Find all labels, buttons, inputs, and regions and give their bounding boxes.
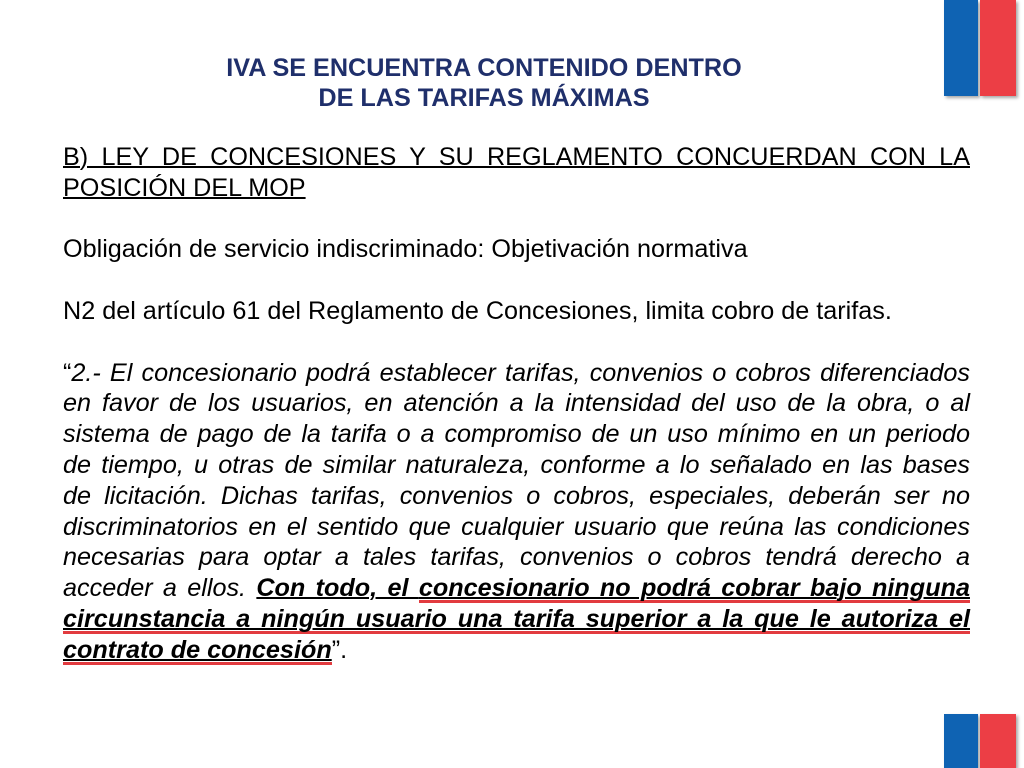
- quote-line: [63, 604, 970, 635]
- subheading: Obligación de servicio indiscriminado: Objetivación normativa: [63, 235, 748, 264]
- flag-red-stripe: [980, 714, 1016, 768]
- quote-text: sistema de pago de la tarifa o a compromiso de un uso mínimo en un periodo: [63, 420, 970, 449]
- quote-line: [63, 481, 970, 512]
- quote-emphasis-highlighted: concesionario no podrá cobrar bajo ninguna: [418, 574, 970, 603]
- article-reference: N2 del artículo 61 del Reglamento de Concesiones, limita cobro de tarifas.: [63, 296, 892, 325]
- quote-line: [63, 388, 970, 419]
- flag-bar-bottom-icon: [944, 714, 1016, 768]
- quote-emphasis-highlighted: circunstancia a ningún usuario una tarifa superior a la que le autoriza el: [63, 604, 970, 633]
- closing-quote-mark: ”.: [331, 635, 348, 664]
- quote-text: acceder a ellos.: [63, 574, 257, 603]
- quote-line: [63, 512, 970, 543]
- flag-blue-stripe: [944, 714, 978, 768]
- quote-text: de tiempo, u otras de similar naturaleza, conforme a lo señalado en las bases: [63, 450, 970, 479]
- quote-text: en favor de los usuarios, en atención a la intensidad del uso de la obra, o al: [63, 389, 970, 418]
- quote-line: [63, 573, 970, 604]
- slide-title: [0, 53, 968, 113]
- title-line-1: IVA SE ENCUENTRA CONTENIDO DENTRO: [226, 54, 742, 82]
- quote-line: [63, 635, 970, 666]
- quote-text: de licitación. Dichas tarifas, convenios o cobros, especiales, deberán ser no: [63, 481, 970, 510]
- slide-body: [63, 142, 970, 666]
- quote-line: [63, 358, 970, 389]
- quote-text: necesarias para optar a tales tarifas, convenios o cobros tendrá derecho a: [63, 543, 970, 572]
- title-line-2: DE LAS TARIFAS MÁXIMAS: [318, 84, 650, 112]
- flag-red-stripe: [980, 0, 1016, 96]
- spacer: [63, 265, 970, 296]
- opening-quote-mark: “: [63, 358, 72, 387]
- quote-line: [63, 419, 970, 450]
- section-heading: [63, 142, 970, 204]
- section-heading-line-2: POSICIÓN DEL MOP: [63, 173, 306, 202]
- section-heading-line-1: B) LEY DE CONCESIONES Y SU REGLAMENTO CONCUERDAN CON LA: [63, 143, 970, 171]
- spacer: [63, 204, 970, 235]
- quote-text: 2.- El concesionario podrá establecer tarifas, convenios o cobros diferenciados: [71, 358, 970, 387]
- spacer: [63, 327, 970, 358]
- quoted-regulation: [63, 358, 970, 666]
- quote-line: [63, 450, 970, 481]
- quote-emphasis: Con todo, el: [256, 574, 419, 603]
- quote-text: discriminatorios en el sentido que cualquier usuario que reúna las condiciones: [63, 512, 970, 541]
- quote-line: [63, 542, 970, 573]
- quote-emphasis-highlighted: contrato de concesión: [63, 635, 332, 664]
